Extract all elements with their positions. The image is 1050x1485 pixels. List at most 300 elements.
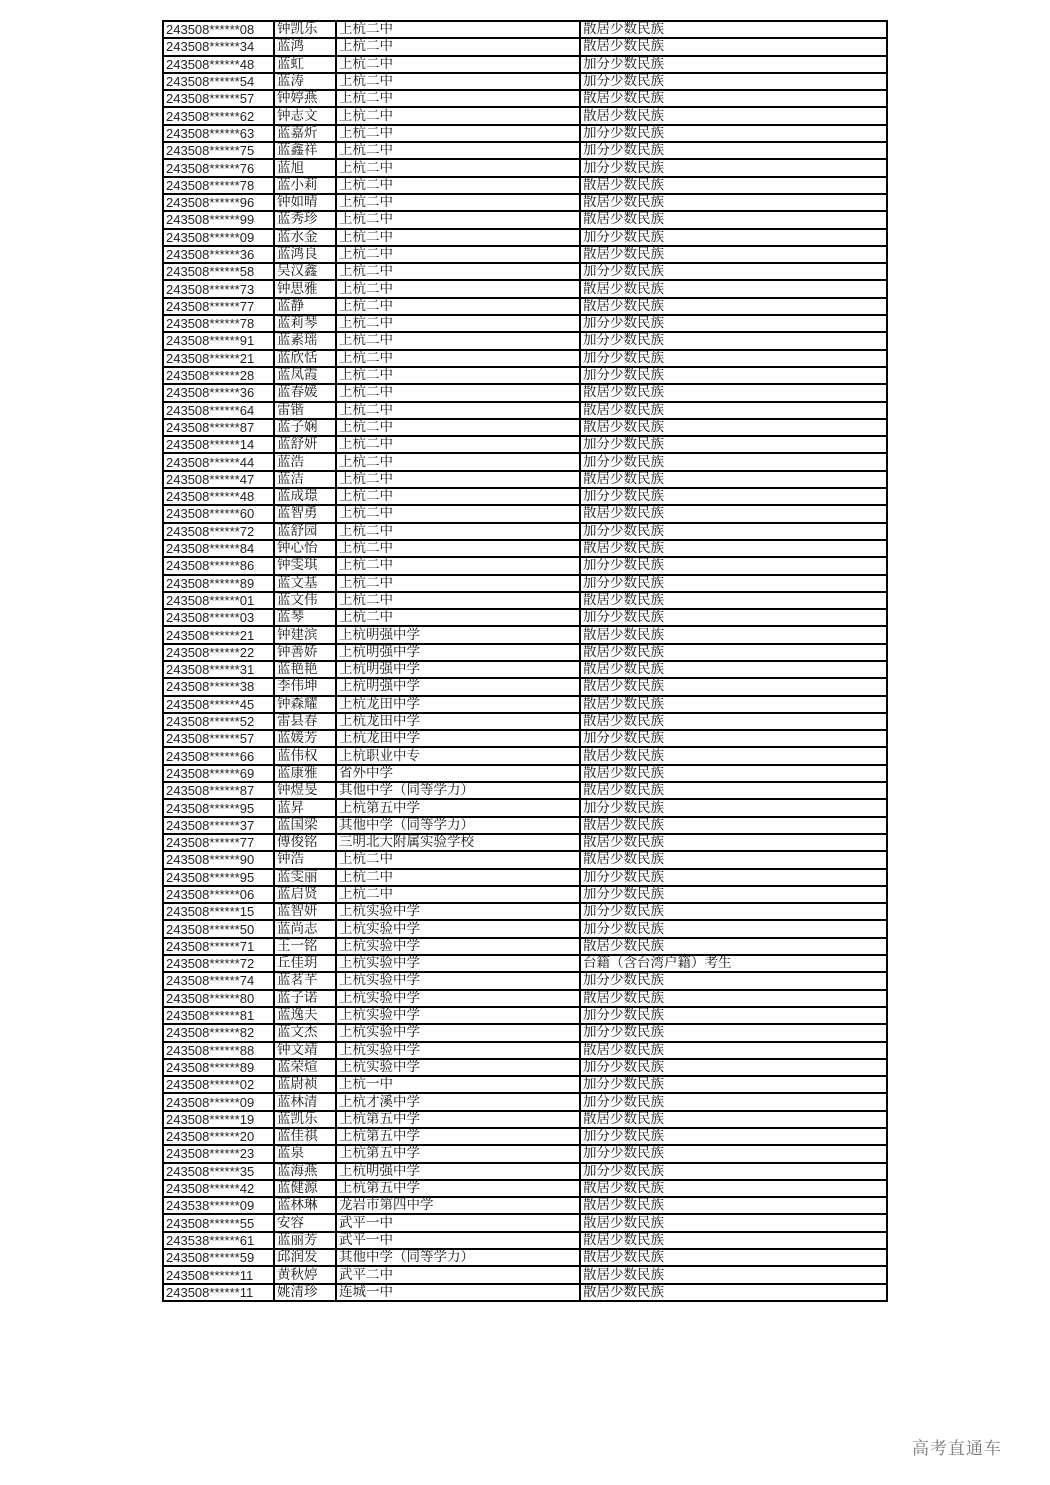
name-cell: 蓝虹 [274,56,336,73]
school-cell: 上杭二中 [336,851,580,868]
name-cell: 钟文靖 [274,1042,336,1059]
candidate-id-cell: 243508******52 [163,713,274,730]
name-cell: 蓝子诺 [274,990,336,1007]
table-row [163,125,887,142]
category-cell: 加分少数民族 [580,1059,887,1076]
category-cell: 散居少数民族 [580,1111,887,1128]
name-cell: 钟雯琪 [274,557,336,574]
category-cell: 台籍（含台湾户籍）考生 [580,955,887,972]
table-row [163,436,887,453]
name-cell: 蓝茗芊 [274,972,336,989]
school-cell: 上杭二中 [336,211,580,228]
school-cell: 三明北大附属实验学校 [336,834,580,851]
candidate-id-cell: 243508******76 [163,159,274,176]
category-cell: 散居少数民族 [580,21,887,38]
category-cell: 散居少数民族 [580,661,887,678]
category-cell: 加分少数民族 [580,972,887,989]
name-cell: 蓝尉祯 [274,1076,336,1093]
name-cell: 蓝艳艳 [274,661,336,678]
table-row [163,1214,887,1231]
category-cell: 加分少数民族 [580,799,887,816]
name-cell: 蓝子娴 [274,419,336,436]
category-cell: 散居少数民族 [580,644,887,661]
name-cell: 蓝舒妍 [274,436,336,453]
school-cell: 上杭二中 [336,142,580,159]
category-cell: 散居少数民族 [580,834,887,851]
name-cell: 蓝鑫祥 [274,142,336,159]
school-cell: 上杭明强中学 [336,661,580,678]
category-cell: 加分少数民族 [580,1163,887,1180]
table-row [163,920,887,937]
school-cell: 上杭二中 [336,280,580,297]
table-row [163,56,887,73]
candidate-id-cell: 243508******78 [163,315,274,332]
name-cell: 钟婷燕 [274,90,336,107]
table-row [163,315,887,332]
category-cell: 加分少数民族 [580,73,887,90]
school-cell: 上杭二中 [336,21,580,38]
candidate-id-cell: 243508******74 [163,972,274,989]
school-cell: 上杭第五中学 [336,1180,580,1197]
name-cell: 钟建滨 [274,626,336,643]
category-cell: 散居少数民族 [580,280,887,297]
table-row [163,177,887,194]
name-cell: 蓝浩 [274,453,336,470]
school-cell: 上杭二中 [336,315,580,332]
candidate-id-cell: 243508******66 [163,747,274,764]
category-cell: 加分少数民族 [580,730,887,747]
school-cell: 上杭第五中学 [336,1111,580,1128]
category-cell: 加分少数民族 [580,229,887,246]
candidate-id-cell: 243508******31 [163,661,274,678]
school-cell: 上杭第五中学 [336,799,580,816]
table-row [163,1128,887,1145]
candidate-id-cell: 243508******01 [163,592,274,609]
category-cell: 加分少数民族 [580,1007,887,1024]
table-row [163,159,887,176]
school-cell: 上杭二中 [336,384,580,401]
candidate-id-cell: 243508******54 [163,73,274,90]
candidate-id-cell: 243508******48 [163,488,274,505]
name-cell: 蓝康雅 [274,765,336,782]
school-cell: 上杭一中 [336,1076,580,1093]
school-cell: 其他中学（同等学力） [336,782,580,799]
name-cell: 蓝雯丽 [274,869,336,886]
name-cell: 蓝伟权 [274,747,336,764]
table-row [163,1111,887,1128]
category-cell: 散居少数民族 [580,696,887,713]
category-cell: 加分少数民族 [580,488,887,505]
school-cell: 上杭二中 [336,575,580,592]
table-row [163,626,887,643]
category-cell: 加分少数民族 [580,125,887,142]
school-cell: 上杭二中 [336,229,580,246]
candidate-id-cell: 243508******34 [163,38,274,55]
category-cell: 散居少数民族 [580,90,887,107]
candidate-id-cell: 243508******57 [163,730,274,747]
name-cell: 蓝智妍 [274,903,336,920]
table-row [163,384,887,401]
school-cell: 武平一中 [336,1214,580,1231]
category-cell: 加分少数民族 [580,56,887,73]
table-row [163,730,887,747]
name-cell: 王一铭 [274,938,336,955]
category-cell: 加分少数民族 [580,903,887,920]
name-cell: 蓝琴 [274,609,336,626]
name-cell: 丘佳玥 [274,955,336,972]
school-cell: 上杭二中 [336,886,580,903]
table-row [163,557,887,574]
candidate-id-cell: 243508******72 [163,955,274,972]
category-cell: 散居少数民族 [580,1180,887,1197]
table-row [163,1059,887,1076]
table-row [163,817,887,834]
table-row [163,1007,887,1024]
name-cell: 蓝鸿 [274,38,336,55]
table-row [163,402,887,419]
name-cell: 钟思雅 [274,280,336,297]
table-row [163,782,887,799]
category-cell: 加分少数民族 [580,1128,887,1145]
school-cell: 上杭二中 [336,263,580,280]
candidate-id-cell: 243508******36 [163,384,274,401]
category-cell: 散居少数民族 [580,1197,887,1214]
name-cell: 蓝荣煊 [274,1059,336,1076]
category-cell: 散居少数民族 [580,246,887,263]
candidate-id-cell: 243508******81 [163,1007,274,1024]
table-row [163,938,887,955]
school-cell: 上杭二中 [336,540,580,557]
category-cell: 加分少数民族 [580,350,887,367]
category-cell: 加分少数民族 [580,315,887,332]
candidate-id-cell: 243508******73 [163,280,274,297]
school-cell: 武平一中 [336,1232,580,1249]
name-cell: 蓝秀珍 [274,211,336,228]
name-cell: 蓝林清 [274,1093,336,1110]
candidate-id-cell: 243508******87 [163,419,274,436]
name-cell: 蓝水金 [274,229,336,246]
school-cell: 上杭明强中学 [336,626,580,643]
name-cell: 蓝舒园 [274,523,336,540]
name-cell: 钟善娇 [274,644,336,661]
category-cell: 散居少数民族 [580,540,887,557]
name-cell: 蓝智勇 [274,505,336,522]
candidate-id-cell: 243508******36 [163,246,274,263]
candidate-id-cell: 243508******69 [163,765,274,782]
candidate-id-cell: 243508******89 [163,1059,274,1076]
school-cell: 上杭二中 [336,350,580,367]
table-row [163,1042,887,1059]
candidate-id-cell: 243508******08 [163,21,274,38]
candidate-id-cell: 243508******77 [163,298,274,315]
school-cell: 上杭实验中学 [336,920,580,937]
name-cell: 蓝文伟 [274,592,336,609]
candidate-table [162,20,888,1302]
candidate-id-cell: 243508******96 [163,194,274,211]
name-cell: 蓝凤霞 [274,367,336,384]
school-cell: 武平二中 [336,1266,580,1283]
table-row [163,471,887,488]
name-cell: 钟志文 [274,107,336,124]
candidate-id-cell: 243508******19 [163,1111,274,1128]
table-row [163,765,887,782]
name-cell: 蓝成璟 [274,488,336,505]
category-cell: 散居少数民族 [580,678,887,695]
category-cell: 散居少数民族 [580,765,887,782]
candidate-id-cell: 243508******11 [163,1284,274,1301]
school-cell: 上杭二中 [336,56,580,73]
category-cell: 加分少数民族 [580,263,887,280]
candidate-id-cell: 243508******80 [163,990,274,1007]
candidate-id-cell: 243508******21 [163,350,274,367]
name-cell: 吴汉鑫 [274,263,336,280]
name-cell: 安容 [274,1214,336,1231]
candidate-id-cell: 243508******82 [163,1024,274,1041]
category-cell: 散居少数民族 [580,402,887,419]
category-cell: 散居少数民族 [580,782,887,799]
category-cell: 散居少数民族 [580,419,887,436]
table-row [163,194,887,211]
candidate-id-cell: 243508******14 [163,436,274,453]
candidate-id-cell: 243508******78 [163,177,274,194]
table-row [163,488,887,505]
school-cell: 上杭二中 [336,73,580,90]
school-cell: 上杭第五中学 [336,1128,580,1145]
school-cell: 上杭实验中学 [336,903,580,920]
table-row [163,523,887,540]
table-row [163,592,887,609]
candidate-id-cell: 243508******95 [163,869,274,886]
name-cell: 蓝逸夫 [274,1007,336,1024]
name-cell: 雷县春 [274,713,336,730]
category-cell: 加分少数民族 [580,436,887,453]
school-cell: 上杭二中 [336,436,580,453]
table-row [163,678,887,695]
category-cell: 散居少数民族 [580,1232,887,1249]
candidate-id-cell: 243538******61 [163,1232,274,1249]
table-row [163,1284,887,1301]
name-cell: 蓝嘉炘 [274,125,336,142]
table-row [163,851,887,868]
name-cell: 蓝丽芳 [274,1232,336,1249]
name-cell: 蓝媛芳 [274,730,336,747]
candidate-id-cell: 243508******55 [163,1214,274,1231]
category-cell: 加分少数民族 [580,869,887,886]
name-cell: 傅俊铭 [274,834,336,851]
school-cell: 其他中学（同等学力） [336,817,580,834]
school-cell: 上杭二中 [336,488,580,505]
school-cell: 上杭二中 [336,177,580,194]
category-cell: 散居少数民族 [580,990,887,1007]
table-row [163,229,887,246]
table-row [163,972,887,989]
category-cell: 散居少数民族 [580,1284,887,1301]
school-cell: 上杭二中 [336,523,580,540]
candidate-id-cell: 243508******35 [163,1163,274,1180]
table-row [163,644,887,661]
school-cell: 上杭二中 [336,557,580,574]
school-cell: 上杭实验中学 [336,938,580,955]
name-cell: 蓝素瑶 [274,332,336,349]
category-cell: 散居少数民族 [580,211,887,228]
table-row [163,661,887,678]
category-cell: 散居少数民族 [580,592,887,609]
school-cell: 上杭二中 [336,453,580,470]
school-cell: 上杭二中 [336,505,580,522]
school-cell: 上杭明强中学 [336,678,580,695]
table-row [163,955,887,972]
candidate-id-cell: 243508******50 [163,920,274,937]
candidate-id-cell: 243508******22 [163,644,274,661]
table-row [163,1076,887,1093]
table-row [163,350,887,367]
school-cell: 上杭二中 [336,125,580,142]
name-cell: 蓝小莉 [274,177,336,194]
table-row [163,73,887,90]
school-cell: 上杭实验中学 [336,1059,580,1076]
category-cell: 散居少数民族 [580,938,887,955]
candidate-id-cell: 243508******02 [163,1076,274,1093]
school-cell: 上杭二中 [336,90,580,107]
school-cell: 上杭职业中专 [336,747,580,764]
name-cell: 蓝尚志 [274,920,336,937]
candidate-id-cell: 243508******57 [163,90,274,107]
candidate-id-cell: 243508******06 [163,886,274,903]
candidate-id-cell: 243508******64 [163,402,274,419]
name-cell: 蓝佳祺 [274,1128,336,1145]
table-row [163,540,887,557]
school-cell: 上杭龙田中学 [336,730,580,747]
table-row [163,1197,887,1214]
table-row [163,246,887,263]
school-cell: 上杭二中 [336,159,580,176]
table-row [163,1180,887,1197]
name-cell: 钟凯乐 [274,21,336,38]
candidate-id-cell: 243508******09 [163,1093,274,1110]
category-cell: 加分少数民族 [580,142,887,159]
table-row [163,834,887,851]
name-cell: 蓝涛 [274,73,336,90]
school-cell: 上杭第五中学 [336,1145,580,1162]
name-cell: 蓝启贤 [274,886,336,903]
name-cell: 李伟坤 [274,678,336,695]
table-row [163,869,887,886]
name-cell: 蓝文杰 [274,1024,336,1041]
name-cell: 蓝昇 [274,799,336,816]
name-cell: 蓝海燕 [274,1163,336,1180]
school-cell: 上杭二中 [336,194,580,211]
candidate-id-cell: 243508******72 [163,523,274,540]
candidate-id-cell: 243508******95 [163,799,274,816]
school-cell: 上杭实验中学 [336,1007,580,1024]
category-cell: 散居少数民族 [580,1042,887,1059]
table-row [163,263,887,280]
school-cell: 上杭才溪中学 [336,1093,580,1110]
table-row [163,1145,887,1162]
name-cell: 姚清珍 [274,1284,336,1301]
name-cell: 钟浩 [274,851,336,868]
name-cell: 钟森耀 [274,696,336,713]
table-row [163,298,887,315]
candidate-id-cell: 243508******62 [163,107,274,124]
name-cell: 蓝春媛 [274,384,336,401]
candidate-id-cell: 243508******23 [163,1145,274,1162]
name-cell: 蓝泉 [274,1145,336,1162]
category-cell: 散居少数民族 [580,747,887,764]
name-cell: 蓝静 [274,298,336,315]
school-cell: 上杭实验中学 [336,955,580,972]
name-cell: 蓝欣恬 [274,350,336,367]
candidate-id-cell: 243508******37 [163,817,274,834]
candidate-id-cell: 243538******09 [163,1197,274,1214]
category-cell: 加分少数民族 [580,1093,887,1110]
category-cell: 加分少数民族 [580,332,887,349]
candidate-id-cell: 243508******38 [163,678,274,695]
category-cell: 加分少数民族 [580,1024,887,1041]
category-cell: 加分少数民族 [580,609,887,626]
table-row [163,367,887,384]
school-cell: 上杭实验中学 [336,972,580,989]
table-row [163,713,887,730]
candidate-id-cell: 243508******21 [163,626,274,643]
category-cell: 加分少数民族 [580,1145,887,1162]
table-row [163,1232,887,1249]
candidate-id-cell: 243508******86 [163,557,274,574]
candidate-id-cell: 243508******75 [163,142,274,159]
school-cell: 上杭实验中学 [336,1042,580,1059]
school-cell: 上杭二中 [336,367,580,384]
candidate-id-cell: 243508******44 [163,453,274,470]
name-cell: 钟心怡 [274,540,336,557]
table-row [163,453,887,470]
school-cell: 其他中学（同等学力） [336,1249,580,1266]
candidate-id-cell: 243508******42 [163,1180,274,1197]
school-cell: 上杭二中 [336,246,580,263]
table-row [163,90,887,107]
candidate-id-cell: 243508******45 [163,696,274,713]
category-cell: 散居少数民族 [580,626,887,643]
table-row [163,1093,887,1110]
candidate-id-cell: 243508******90 [163,851,274,868]
candidate-id-cell: 243508******88 [163,1042,274,1059]
name-cell: 钟如晴 [274,194,336,211]
candidate-id-cell: 243508******77 [163,834,274,851]
category-cell: 加分少数民族 [580,886,887,903]
candidate-id-cell: 243508******87 [163,782,274,799]
school-cell: 上杭二中 [336,402,580,419]
category-cell: 加分少数民族 [580,1076,887,1093]
name-cell: 蓝洁 [274,471,336,488]
category-cell: 加分少数民族 [580,920,887,937]
category-cell: 散居少数民族 [580,471,887,488]
candidate-id-cell: 243508******99 [163,211,274,228]
candidate-id-cell: 243508******28 [163,367,274,384]
school-cell: 上杭实验中学 [336,990,580,1007]
school-cell: 上杭二中 [336,332,580,349]
name-cell: 蓝凯乐 [274,1111,336,1128]
name-cell: 蓝林琳 [274,1197,336,1214]
school-cell: 上杭龙田中学 [336,713,580,730]
candidate-id-cell: 243508******58 [163,263,274,280]
candidate-id-cell: 243508******11 [163,1266,274,1283]
school-cell: 上杭二中 [336,107,580,124]
name-cell: 邱润发 [274,1249,336,1266]
candidate-id-cell: 243508******71 [163,938,274,955]
category-cell: 加分少数民族 [580,453,887,470]
school-cell: 上杭二中 [336,609,580,626]
table-body [163,21,887,1301]
school-cell: 龙岩市第四中学 [336,1197,580,1214]
